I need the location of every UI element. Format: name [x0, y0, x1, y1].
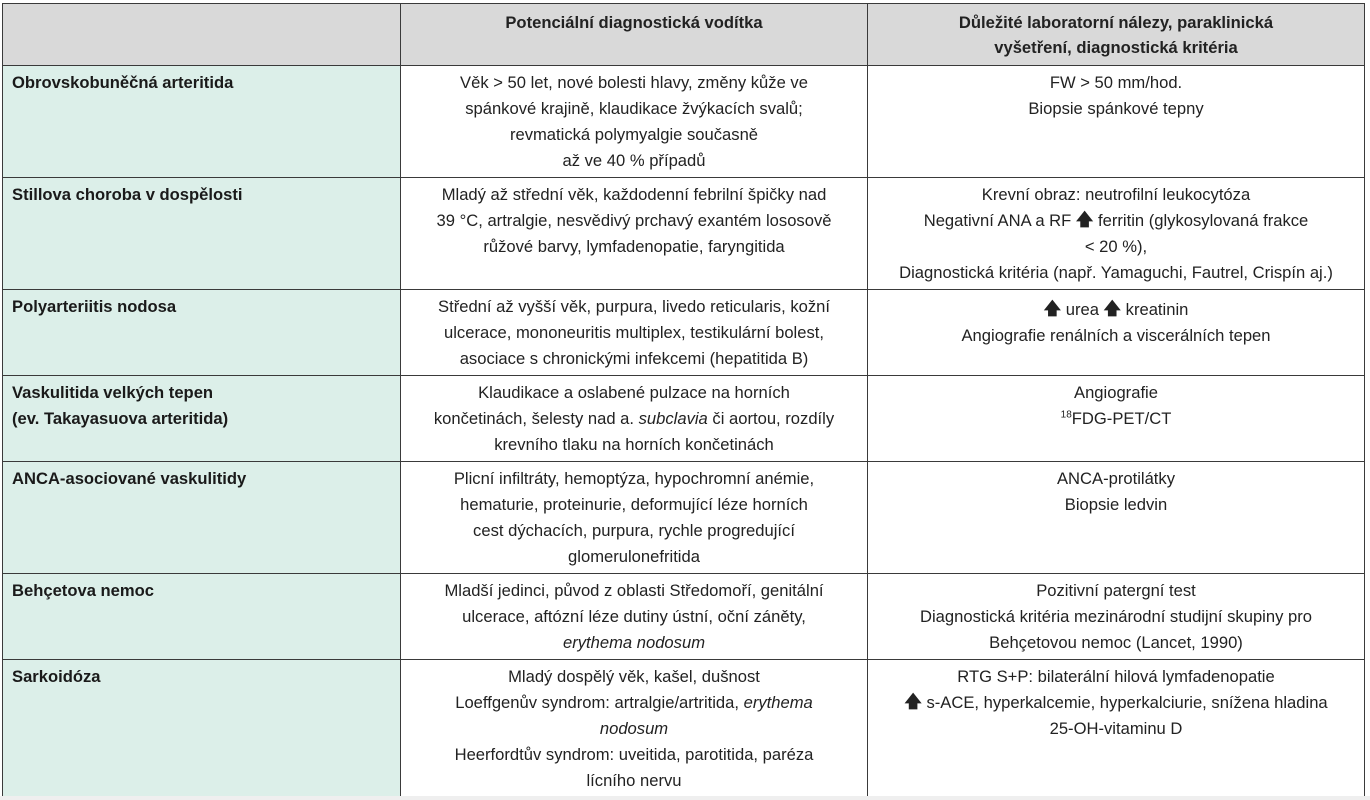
clue-line: Klaudikace a oslabené pulzace na horních — [478, 383, 790, 402]
table-row — [3, 660, 1365, 800]
finding-line: Diagnostická kritéria (např. Yamaguchi, Fautrel, Crispín aj.) — [899, 263, 1333, 282]
finding-line — [875, 297, 1357, 323]
clue-italic-text: erythema — [743, 693, 813, 712]
clues-cell — [401, 574, 868, 660]
clue-line: revmatická polymyalgie současně — [509, 125, 759, 144]
clue-line: ulcerace, aftózní léze dutiny ústní, oční záněty, — [462, 607, 806, 626]
disease-name-line: (ev. Takayasuova arteritida) — [12, 409, 229, 428]
finding-text: kreatinin — [1121, 300, 1189, 319]
disease-name — [3, 66, 401, 178]
clue-line — [408, 690, 860, 716]
finding-line: Angiografie — [1074, 383, 1158, 402]
header-lab-line2: vyšetření, diagnostická kritéria — [994, 38, 1238, 57]
clue-line: Mladý až střední věk, každodenní febrilní špičky nad — [441, 185, 827, 204]
clue-line — [408, 406, 860, 432]
finding-line: RTG S+P: bilaterální hilová lymfadenopatie — [957, 667, 1275, 686]
finding-line: Biopsie ledvin — [1064, 495, 1168, 514]
clues-cell — [401, 178, 868, 290]
finding-line: 25-OH-vitaminu D — [1049, 719, 1183, 738]
clues-cell — [401, 376, 868, 462]
disease-name — [3, 574, 401, 660]
disease-name-line: Vaskulitida velkých tepen — [12, 383, 214, 402]
finding-text: ferritin (glykosylovaná frakce — [1093, 211, 1309, 230]
clue-line: 39 °C, artralgie, nesvědivý prchavý exantém lososově — [436, 211, 832, 230]
finding-line — [875, 208, 1357, 234]
header-row — [3, 4, 1365, 66]
clue-italic-text: subclavia — [638, 409, 708, 428]
finding-text: Negativní ANA a RF — [923, 211, 1076, 230]
table-row — [3, 178, 1365, 290]
disease-name — [3, 290, 401, 376]
clue-line: Střední až vyšší věk, purpura, livedo reticularis, kožní — [438, 297, 830, 316]
finding-text: s-ACE, hyperkalcemie, hyperkalciurie, snížena hladina — [921, 693, 1328, 712]
disease-name — [3, 660, 401, 800]
clue-line: krevního tlaku na horních končetinách — [494, 435, 774, 454]
clue-line: až ve 40 % případů — [562, 151, 706, 170]
clues-cell — [401, 660, 868, 800]
disease-name-line: ANCA-asociované vaskulitidy — [12, 469, 247, 488]
table-row — [3, 574, 1365, 660]
clue-italic-line: erythema nodosum — [562, 633, 706, 652]
header-lab-findings — [868, 4, 1365, 66]
finding-line — [875, 406, 1357, 432]
clue-line: Věk > 50 let, nové bolesti hlavy, změny kůže ve — [460, 73, 808, 92]
disease-name-line: Stillova choroba v dospělosti — [12, 185, 243, 204]
clue-line: glomerulonefritida — [568, 547, 700, 566]
finding-line: ANCA-protilátky — [1056, 469, 1176, 488]
finding-text: urea — [1061, 300, 1104, 319]
disease-name-line: Behçetova nemoc — [12, 581, 155, 600]
clue-text: Loeffgenův syndrom: artralgie/artritida, — [455, 693, 744, 712]
clue-line: lícního nervu — [586, 771, 682, 790]
clue-line: Heerfordtův syndrom: uveitida, parotitida, paréza — [454, 745, 814, 764]
finding-line: Diagnostická kritéria mezinárodní studijní skupiny pro — [920, 607, 1312, 626]
table-row — [3, 376, 1365, 462]
findings-cell — [868, 462, 1365, 574]
clues-cell — [401, 462, 868, 574]
up-arrow-icon: 🡅 — [904, 692, 922, 711]
clue-text: či aortou, rozdíly — [707, 409, 835, 428]
clue-line: Plicní infiltráty, hemoptýza, hypochromní anémie, — [453, 469, 815, 488]
findings-cell — [868, 574, 1365, 660]
disease-name-line: Obrovskobuněčná arteritida — [12, 73, 234, 92]
table-row — [3, 290, 1365, 376]
clue-text: končetinách, šelesty nad a. — [433, 409, 639, 428]
clue-line: asociace s chronickými infekcemi (hepatitida B) — [459, 349, 809, 368]
clue-line: Mladší jedinci, původ z oblasti Středomoří, genitální — [444, 581, 824, 600]
up-arrow-icon: 🡅 — [1103, 299, 1122, 318]
clue-line: spánkové krajině, klaudikace žvýkacích svalů; — [465, 99, 803, 118]
disease-name-line: Polyarteriitis nodosa — [12, 297, 177, 316]
disease-name — [3, 178, 401, 290]
clue-line: ulcerace, mononeuritis multiplex, testikulární bolest, — [444, 323, 824, 342]
finding-line: Pozitivní patergní test — [1036, 581, 1196, 600]
disease-name-line: Sarkoidóza — [12, 667, 101, 686]
up-arrow-icon: 🡅 — [1043, 299, 1062, 318]
up-arrow-icon: 🡅 — [1075, 210, 1094, 229]
finding-line: Angiografie renálních a viscerálních tepen — [961, 326, 1271, 345]
clue-line: růžové barvy, lymfadenopatie, faryngitida — [483, 237, 785, 256]
clues-cell — [401, 66, 868, 178]
clues-cell — [401, 290, 868, 376]
clue-line: Mladý dospělý věk, kašel, dušnost — [508, 667, 760, 686]
disease-name — [3, 376, 401, 462]
clue-italic-line: nodosum — [599, 719, 669, 738]
finding-text: FDG-PET/CT — [1071, 409, 1172, 428]
page-bottom-strip — [0, 796, 1370, 800]
finding-line — [875, 690, 1357, 716]
findings-cell — [868, 290, 1365, 376]
finding-line: Behçetovou nemoc (Lancet, 1990) — [989, 633, 1243, 652]
header-empty-cell — [3, 4, 401, 66]
findings-cell — [868, 178, 1365, 290]
finding-line: Biopsie spánkové tepny — [1028, 99, 1204, 118]
finding-line: FW > 50 mm/hod. — [1049, 73, 1183, 92]
table-row — [3, 462, 1365, 574]
finding-line: Krevní obraz: neutrofilní leukocytóza — [981, 185, 1251, 204]
isotope-superscript: 18 — [1060, 409, 1072, 421]
disease-name — [3, 462, 401, 574]
finding-line: < 20 %), — [1084, 237, 1148, 256]
findings-cell — [868, 66, 1365, 178]
clue-line: hematurie, proteinurie, deformující léze horních — [460, 495, 808, 514]
findings-cell — [868, 376, 1365, 462]
header-lab-line1: Důležité laboratorní nálezy, paraklinická — [958, 13, 1274, 32]
table-row — [3, 66, 1365, 178]
header-clues: Potenciální diagnostická vodítka — [401, 4, 868, 66]
findings-cell — [868, 660, 1365, 800]
diagnostic-table — [2, 3, 1365, 800]
clue-line: cest dýchacích, purpura, rychle progredující — [473, 521, 795, 540]
